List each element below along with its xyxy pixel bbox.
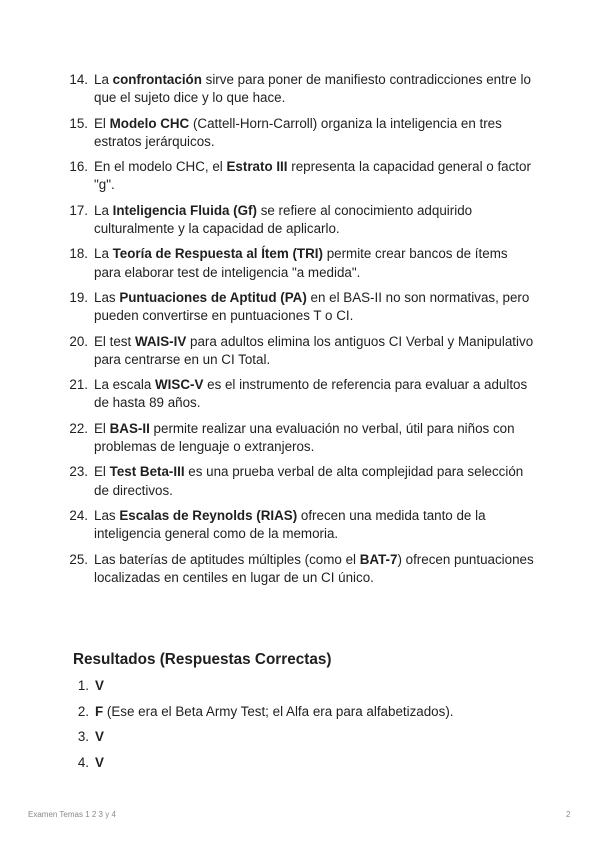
question-item (0, 71, 600, 108)
question-number: 17. (69, 202, 88, 218)
question-item (0, 463, 600, 500)
question-number: 21. (69, 377, 88, 393)
answer-item (0, 677, 600, 703)
answer-text: V (95, 754, 104, 770)
footer-page-number: 2 (566, 810, 571, 819)
question-text: En el modelo CHC, el Estrato III representa la capacidad general o factor "g". (94, 159, 531, 193)
question-item (0, 420, 600, 457)
answer-text: V (95, 678, 104, 693)
question-item (0, 115, 600, 152)
question-list (0, 71, 600, 594)
answer-item (0, 703, 600, 729)
question-text: Las baterías de aptitudes múltiples (como el BAT-7) ofrecen puntuaciones localizadas en centiles en lugar de un CI único. (94, 551, 534, 585)
question-number: 25. (69, 551, 88, 567)
question-number: 19. (69, 289, 88, 305)
answer-number: 2. (77, 703, 89, 719)
question-text: El test WAIS-IV para adultos elimina los antiguos CI Verbal y Manipulativo para centrarse en un CI Total. (94, 333, 534, 367)
question-text: La Teoría de Respuesta al Ítem (TRI) permite crear bancos de ítems para elaborar test de inteligencia "a medida". (94, 246, 508, 280)
question-text: La escala WISC-V es el instrumento de referencia para evaluar a adultos de hasta 89 años. (94, 377, 528, 411)
question-number: 14. (69, 72, 88, 87)
question-text: Las Escalas de Reynolds (RIAS) ofrecen una medida tanto de la inteligencia general como de la memoria. (94, 507, 486, 542)
question-item (0, 289, 600, 326)
question-text: El Modelo CHC (Cattell-Horn-Carroll) organiza la inteligencia en tres estratos jerárquicos. (94, 115, 502, 149)
question-number: 24. (69, 507, 88, 523)
question-item (0, 333, 600, 370)
question-number: 23. (69, 464, 88, 480)
answer-item (0, 754, 600, 780)
question-text: El Test Beta-III es una prueba verbal de alta complejidad para selección de directivos. (94, 464, 524, 498)
question-number: 18. (69, 246, 88, 262)
question-text: El BAS-II permite realizar una evaluación no verbal, útil para niños con problemas de lenguaje o extranjeros. (94, 420, 515, 455)
question-number: 15. (69, 115, 88, 131)
question-item (0, 245, 600, 282)
question-item (0, 551, 600, 588)
answer-text: V (95, 729, 104, 745)
question-item (0, 376, 600, 413)
question-text: La confrontación sirve para poner de manifiesto contradicciones entre lo que el sujeto dice y lo que hace. (94, 72, 531, 106)
question-item (0, 507, 600, 544)
footer-document-title: Examen Temas 1 2 3 y 4 (28, 810, 116, 819)
question-text: Las Puntuaciones de Aptitud (PA) en el BAS-II no son normativas, pero pueden convertirse en puntuaciones T o CI. (94, 289, 530, 324)
question-number: 16. (69, 159, 88, 175)
question-number: 22. (69, 420, 88, 436)
answer-number: 4. (77, 754, 89, 770)
question-number: 20. (69, 333, 88, 349)
answer-number: 1. (77, 678, 89, 693)
results-heading: Resultados (Respuestas Correctas) (73, 651, 332, 668)
question-item (0, 158, 600, 195)
answer-number: 3. (77, 729, 89, 745)
answer-text: F (Ese era el Beta Army Test; el Alfa era para alfabetizados). (95, 703, 454, 719)
answer-item (0, 728, 600, 754)
answer-list (0, 677, 600, 779)
question-text: La Inteligencia Fluida (Gf) se refiere al conocimiento adquirido culturalmente y la capacidad de aplicarlo. (94, 202, 473, 237)
question-item (0, 202, 600, 239)
